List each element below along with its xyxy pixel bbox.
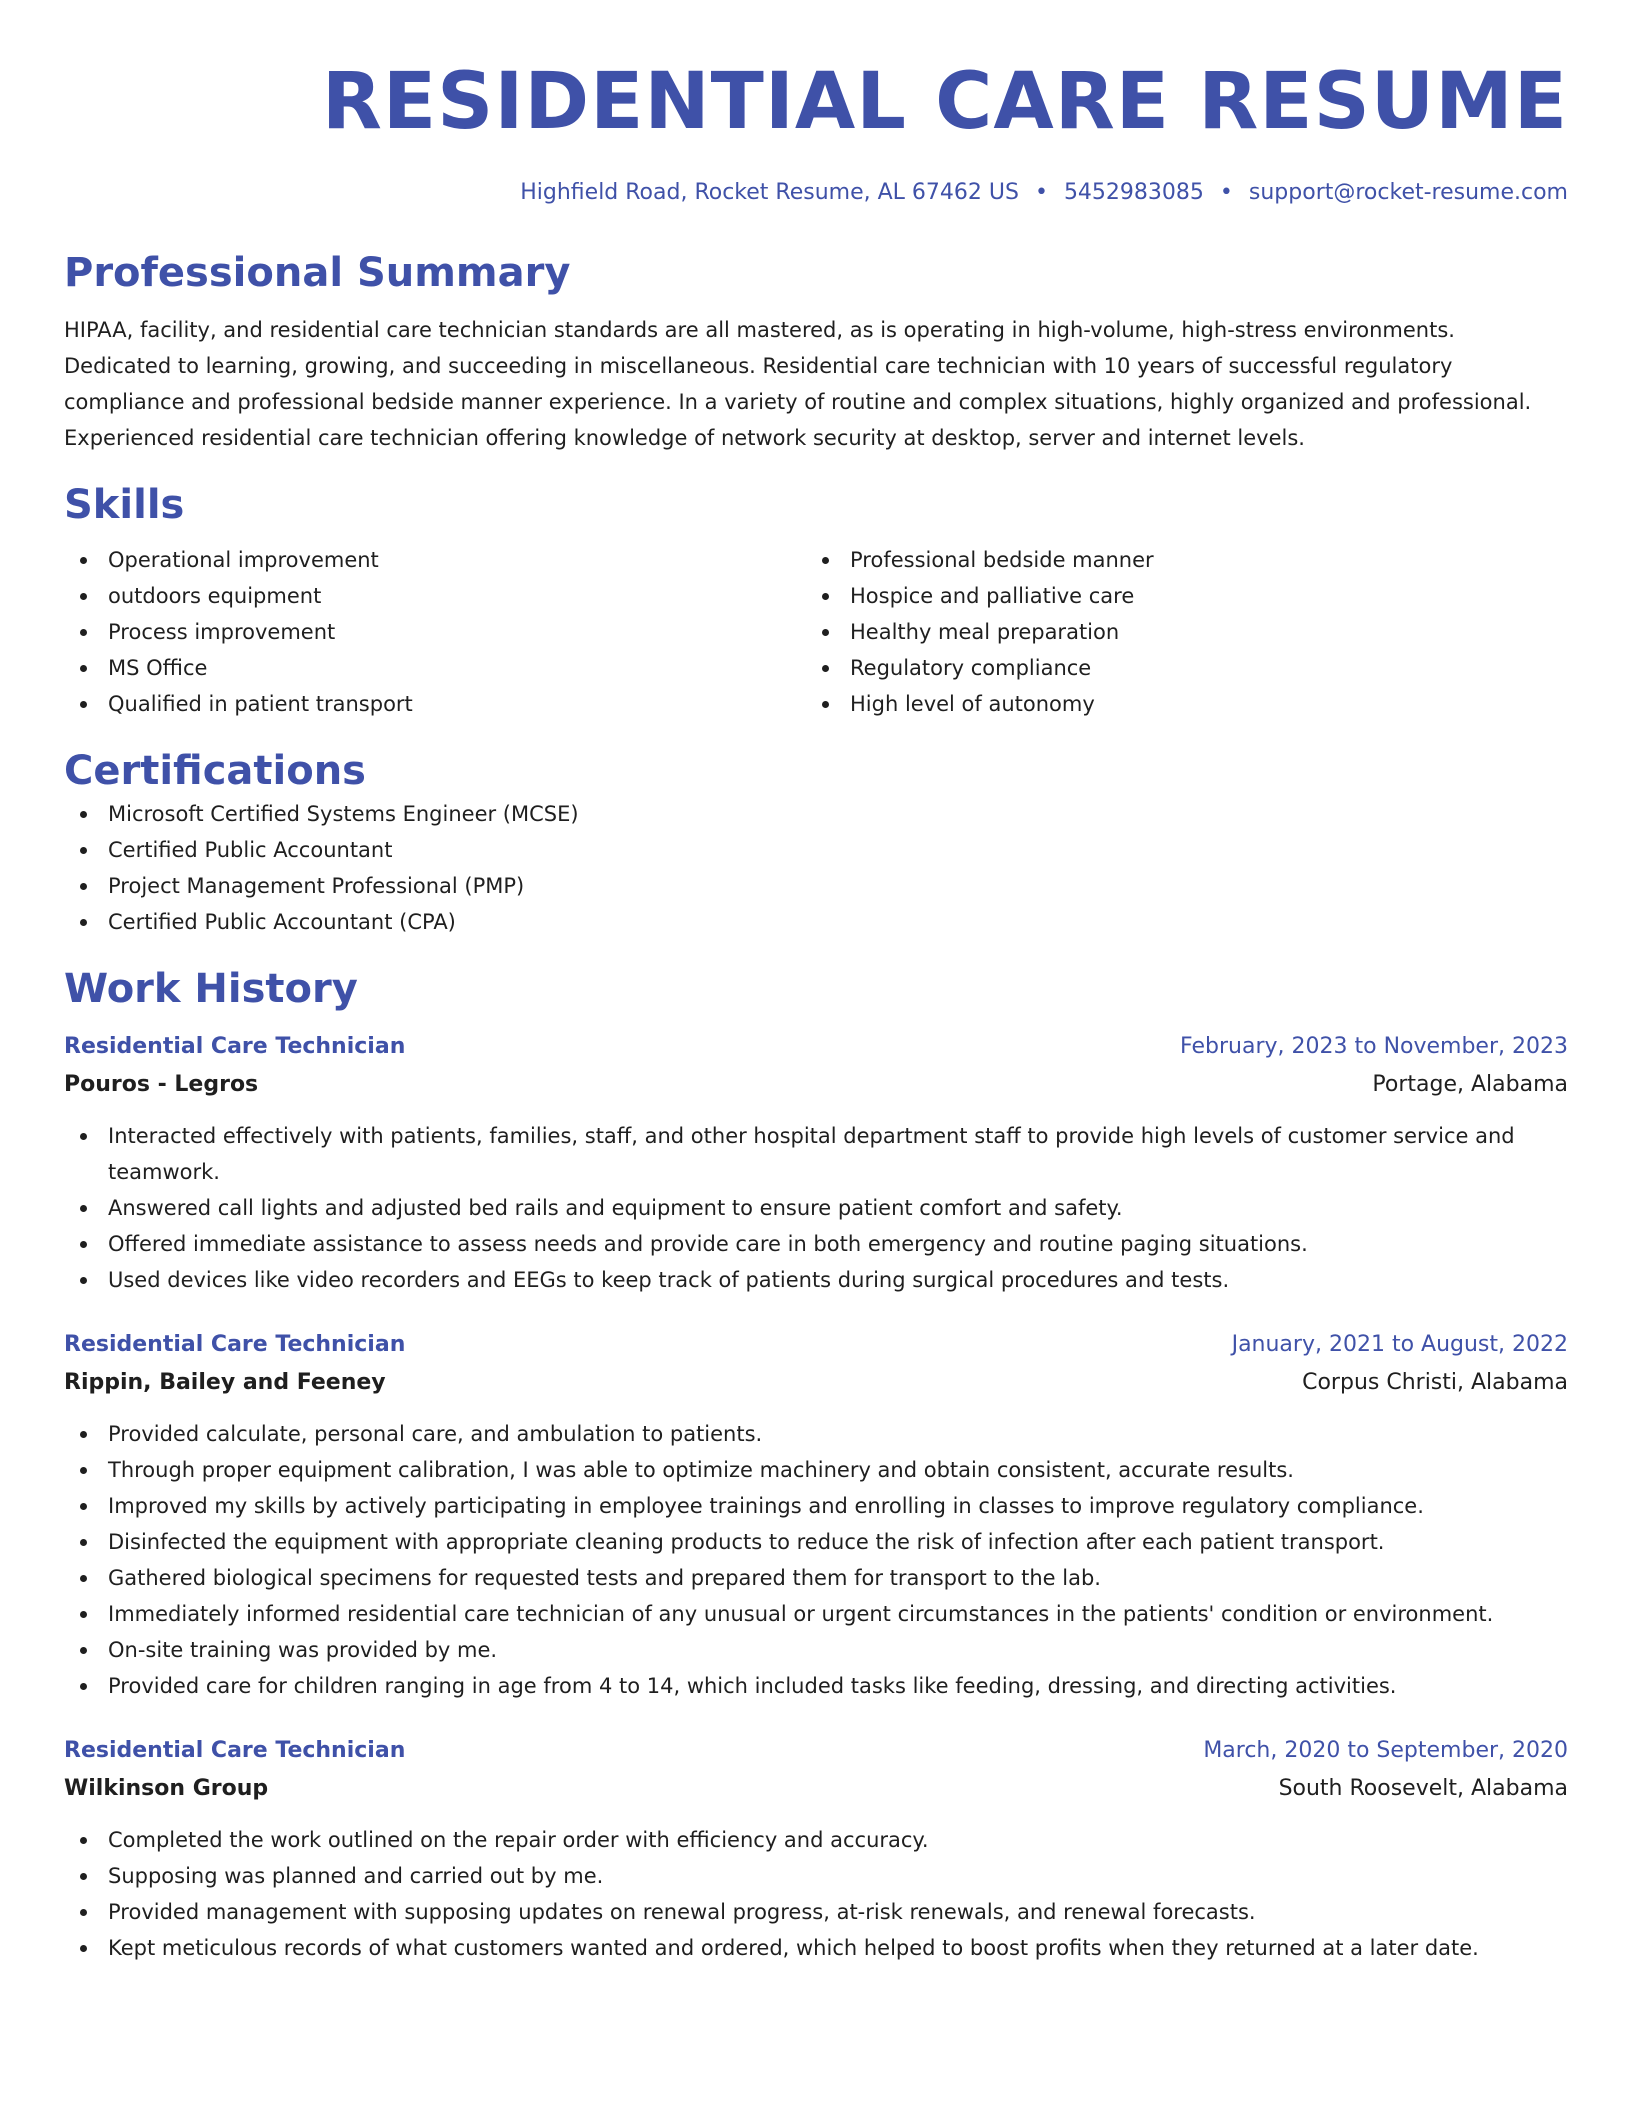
skill-item: Qualified in patient transport: [64, 686, 806, 722]
job-duty: Disinfected the equipment with appropriate cleaning products to reduce the risk of infection after each patient transport.: [64, 1524, 1568, 1560]
job-entry: [64, 1732, 1568, 1966]
job-location: Portage, Alabama: [1372, 1072, 1568, 1097]
job-role: Residential Care Technician: [64, 1332, 406, 1357]
job-dates: February, 2023 to November, 2023: [1180, 1034, 1568, 1059]
job-dates: January, 2021 to August, 2022: [1231, 1332, 1568, 1357]
job-duty: Provided calculate, personal care, and ambulation to patients.: [64, 1416, 1568, 1452]
job-header-row: [64, 1732, 1568, 1770]
job-header-row: [64, 1028, 1568, 1066]
job-duty: On-site training was provided by me.: [64, 1632, 1568, 1668]
job-duty: Provided management with supposing updates on renewal progress, at-risk renewals, and renewal forecasts.: [64, 1894, 1568, 1930]
summary-text: HIPAA, facility, and residential care technician standards are all mastered, as is operating in high-volume, high-stress environments. Dedicated to learning, growing, and succeeding in miscellaneous. Residential care technician with 10 years of successful regulatory compliance and professional bedside manner experience. In a variety of routine and complex situations, highly organized and professional. Experienced residential care technician offering knowledge of network security at desktop, server and internet levels.: [64, 318, 1532, 450]
job-dates: March, 2020 to September, 2020: [1203, 1738, 1568, 1763]
certification-item: Certified Public Accountant (CPA): [64, 904, 1568, 940]
job-company-row: [64, 1066, 1568, 1104]
job-company: Wilkinson Group: [64, 1776, 269, 1801]
skill-item: High level of autonomy: [806, 686, 1548, 722]
skill-item: outdoors equipment: [64, 578, 806, 614]
job-duty: Improved my skills by actively participating in employee trainings and enrolling in classes to improve regulatory compliance.: [64, 1488, 1568, 1524]
certification-item: Project Management Professional (PMP): [64, 868, 1568, 904]
skill-item: Process improvement: [64, 614, 806, 650]
skills-list: [64, 542, 1568, 722]
skill-item: Healthy meal preparation: [806, 614, 1548, 650]
job-duty: Gathered biological specimens for requested tests and prepared them for transport to the lab.: [64, 1560, 1568, 1596]
skills-column-left: [64, 542, 806, 722]
resume-title: RESIDENTIAL CARE RESUME: [321, 57, 1568, 147]
job-duty: Answered call lights and adjusted bed rails and equipment to ensure patient comfort and safety.: [64, 1190, 1568, 1226]
contact-phone: 5452983085: [1063, 180, 1204, 205]
job-company: Pouros - Legros: [64, 1072, 259, 1097]
job-duty: Supposing was planned and carried out by me.: [64, 1858, 1568, 1894]
job-company-row: [64, 1770, 1568, 1808]
job-company-row: [64, 1364, 1568, 1402]
certification-item: Certified Public Accountant: [64, 832, 1568, 868]
job-location: South Roosevelt, Alabama: [1278, 1776, 1568, 1801]
job-duty: Kept meticulous records of what customers wanted and ordered, which helped to boost profits when they returned at a later date.: [64, 1930, 1568, 1966]
job-duty: Used devices like video recorders and EEGs to keep track of patients during surgical procedures and tests.: [64, 1262, 1568, 1298]
resume-header: [64, 0, 1568, 208]
work-history-heading: Work History: [64, 966, 358, 1012]
skills-heading: Skills: [64, 482, 185, 528]
contact-line: [64, 178, 1568, 208]
job-duty: Immediately informed residential care technician of any unusual or urgent circumstances in the patients' condition or environment.: [64, 1596, 1568, 1632]
job-duties: [64, 1822, 1568, 1966]
job-duties: [64, 1416, 1568, 1704]
job-duty: Through proper equipment calibration, I was able to optimize machinery and obtain consistent, accurate results.: [64, 1452, 1568, 1488]
contact-separator: •: [1219, 180, 1233, 205]
job-role: Residential Care Technician: [64, 1738, 406, 1763]
certification-item: Microsoft Certified Systems Engineer (MCSE): [64, 796, 1568, 832]
skill-item: Operational improvement: [64, 542, 806, 578]
skill-item: MS Office: [64, 650, 806, 686]
job-duty: Interacted effectively with patients, families, staff, and other hospital department staff to provide high levels of customer service and teamwork.: [64, 1118, 1568, 1190]
job-header-row: [64, 1326, 1568, 1364]
summary-heading: Professional Summary: [64, 250, 571, 296]
job-company: Rippin, Bailey and Feeney: [64, 1370, 386, 1395]
contact-address: Highfield Road, Rocket Resume, AL 67462 US: [520, 180, 1019, 205]
job-role: Residential Care Technician: [64, 1034, 406, 1059]
job-entry: [64, 1326, 1568, 1704]
skills-column-right: [806, 542, 1548, 722]
contact-separator: •: [1034, 180, 1048, 205]
certifications-list: [64, 796, 1568, 940]
job-entry: [64, 1028, 1568, 1298]
certifications-heading: Certifications: [64, 748, 366, 794]
job-duty: Completed the work outlined on the repair order with efficiency and accuracy.: [64, 1822, 1568, 1858]
skill-item: Professional bedside manner: [806, 542, 1548, 578]
skill-item: Hospice and palliative care: [806, 578, 1548, 614]
contact-email[interactable]: support@rocket-resume.com: [1248, 180, 1568, 205]
job-duties: [64, 1118, 1568, 1298]
skill-item: Regulatory compliance: [806, 650, 1548, 686]
job-duty: Provided care for children ranging in age from 4 to 14, which included tasks like feeding, dressing, and directing activities.: [64, 1668, 1568, 1704]
job-duty: Offered immediate assistance to assess needs and provide care in both emergency and routine paging situations.: [64, 1226, 1568, 1262]
job-location: Corpus Christi, Alabama: [1302, 1370, 1568, 1395]
